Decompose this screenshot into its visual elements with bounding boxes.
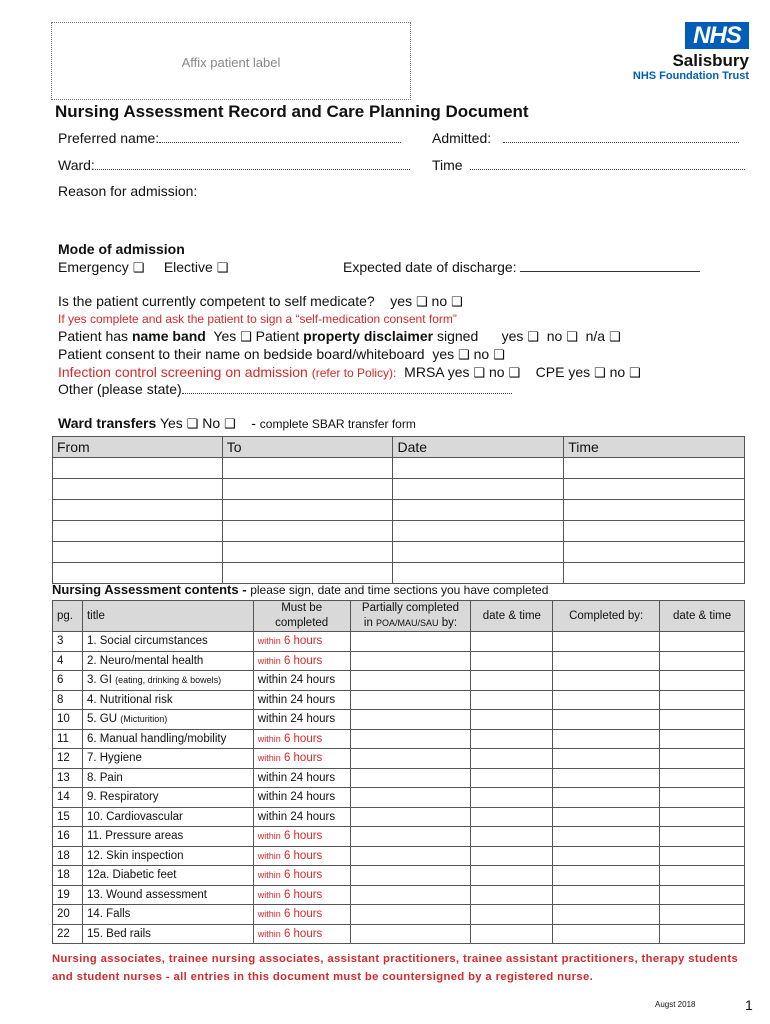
row-deadline: within 24 hours bbox=[253, 807, 350, 827]
emergency-checkbox[interactable]: ❑ bbox=[132, 260, 145, 275]
page-number: 1 bbox=[745, 997, 753, 1013]
table-row[interactable] bbox=[53, 651, 745, 671]
table-row[interactable] bbox=[53, 866, 745, 886]
row-deadline: within 6 hours bbox=[253, 651, 350, 671]
partial-cell[interactable] bbox=[350, 827, 471, 847]
table-row[interactable] bbox=[53, 690, 745, 710]
row-page: 6 bbox=[53, 671, 83, 691]
admitted-line[interactable] bbox=[503, 130, 739, 143]
row-page: 10 bbox=[53, 710, 83, 730]
table-row[interactable] bbox=[53, 885, 745, 905]
row-page: 11 bbox=[53, 729, 83, 749]
date-time-cell[interactable] bbox=[471, 788, 553, 808]
table-row[interactable] bbox=[53, 458, 745, 479]
table-row[interactable] bbox=[53, 905, 745, 925]
table-row[interactable] bbox=[53, 846, 745, 866]
table-row[interactable] bbox=[53, 671, 745, 691]
row-page: 18 bbox=[53, 866, 83, 886]
discharge-line[interactable] bbox=[520, 259, 700, 272]
completed-by-cell[interactable] bbox=[553, 749, 660, 769]
ward-line[interactable] bbox=[95, 157, 410, 170]
transfer-yes-checkbox[interactable]: ❑ bbox=[186, 416, 199, 431]
row-page: 20 bbox=[53, 905, 83, 925]
date-time-cell[interactable] bbox=[660, 690, 745, 710]
row-page: 22 bbox=[53, 924, 83, 944]
ward-field[interactable]: Ward: bbox=[58, 157, 410, 173]
date-time-cell[interactable] bbox=[471, 846, 553, 866]
completed-by-cell[interactable] bbox=[553, 671, 660, 691]
col-date-time-1: date & time bbox=[471, 601, 553, 632]
ward-transfers-table bbox=[52, 436, 745, 584]
table-row[interactable] bbox=[53, 749, 745, 769]
completed-by-cell[interactable] bbox=[553, 905, 660, 925]
date-time-cell[interactable] bbox=[660, 885, 745, 905]
partial-cell[interactable] bbox=[350, 768, 471, 788]
completed-by-cell[interactable] bbox=[553, 768, 660, 788]
patient-label-box bbox=[51, 22, 411, 100]
date-time-cell[interactable] bbox=[471, 768, 553, 788]
completed-by-cell[interactable] bbox=[553, 866, 660, 886]
completed-by-cell[interactable] bbox=[553, 924, 660, 944]
self-medicate-row: Is the patient currently competent to self medicate? yes ❑ no ❑ bbox=[58, 293, 463, 309]
consent-row: Patient consent to their name on bedside board/whiteboard yes ❑ no ❑ bbox=[58, 346, 505, 362]
col-from: From bbox=[53, 437, 223, 458]
date-time-cell[interactable] bbox=[660, 905, 745, 925]
table-row[interactable] bbox=[53, 827, 745, 847]
date-time-cell[interactable] bbox=[471, 729, 553, 749]
row-title: 12a. Diabetic feet bbox=[82, 866, 253, 886]
col-partial: Partially completed in POA/MAU/SAU by: bbox=[350, 601, 471, 632]
date-time-cell[interactable] bbox=[660, 632, 745, 652]
date-time-cell[interactable] bbox=[471, 671, 553, 691]
completed-by-cell[interactable] bbox=[553, 885, 660, 905]
admitted-field[interactable]: Admitted: bbox=[432, 130, 739, 146]
date-time-cell[interactable] bbox=[471, 807, 553, 827]
elective-checkbox[interactable]: ❑ bbox=[216, 260, 229, 275]
other-field[interactable]: Other (please state) bbox=[58, 381, 512, 397]
row-page: 8 bbox=[53, 690, 83, 710]
self-med-no-checkbox[interactable]: ❑ bbox=[451, 294, 463, 309]
row-title: 14. Falls bbox=[82, 905, 253, 925]
table-row[interactable] bbox=[53, 500, 745, 521]
row-deadline: within 6 hours bbox=[253, 632, 350, 652]
date-time-cell[interactable] bbox=[660, 807, 745, 827]
row-title: 8. Pain bbox=[82, 768, 253, 788]
row-deadline: within 24 hours bbox=[253, 671, 350, 691]
self-med-yes-checkbox[interactable]: ❑ bbox=[415, 294, 428, 309]
col-to: To bbox=[222, 437, 393, 458]
row-deadline: within 6 hours bbox=[253, 729, 350, 749]
row-deadline: within 6 hours bbox=[253, 827, 350, 847]
date-time-cell[interactable] bbox=[660, 651, 745, 671]
row-title: 11. Pressure areas bbox=[82, 827, 253, 847]
row-title: 1. Social circumstances bbox=[82, 632, 253, 652]
page-title: Nursing Assessment Record and Care Planning Document bbox=[55, 102, 529, 121]
row-title: 15. Bed rails bbox=[82, 924, 253, 944]
date-time-cell[interactable] bbox=[471, 749, 553, 769]
date-time-cell[interactable] bbox=[660, 768, 745, 788]
completed-by-cell[interactable] bbox=[553, 651, 660, 671]
col-completed-by: Completed by: bbox=[553, 601, 660, 632]
mrsa-yes-checkbox[interactable]: ❑ bbox=[473, 365, 486, 380]
table-row[interactable] bbox=[53, 542, 745, 563]
row-title: 2. Neuro/mental health bbox=[82, 651, 253, 671]
date-time-cell[interactable] bbox=[660, 924, 745, 944]
date-time-cell[interactable] bbox=[660, 846, 745, 866]
date-time-cell[interactable] bbox=[471, 885, 553, 905]
date-time-cell[interactable] bbox=[471, 827, 553, 847]
row-title: 13. Wound assessment bbox=[82, 885, 253, 905]
cpe-yes-checkbox[interactable]: ❑ bbox=[594, 365, 606, 380]
row-page: 18 bbox=[53, 846, 83, 866]
ward-transfers-row: Ward transfers Yes ❑ No ❑ - complete SBAR transfer form bbox=[58, 415, 416, 431]
date-time-cell[interactable] bbox=[660, 788, 745, 808]
preferred-name-field[interactable]: Preferred name: bbox=[58, 130, 401, 146]
completed-by-cell[interactable] bbox=[553, 632, 660, 652]
cpe-no-checkbox[interactable]: ❑ bbox=[629, 365, 641, 380]
mode-heading: Mode of admission bbox=[58, 241, 185, 257]
partial-cell[interactable] bbox=[350, 632, 471, 652]
table-row[interactable] bbox=[53, 521, 745, 542]
row-title: 3. GI (eating, drinking & bowels) bbox=[82, 671, 253, 691]
row-title: 10. Cardiovascular bbox=[82, 807, 253, 827]
partial-cell[interactable] bbox=[350, 846, 471, 866]
completed-by-cell[interactable] bbox=[553, 729, 660, 749]
partial-cell[interactable] bbox=[350, 866, 471, 886]
completed-by-cell[interactable] bbox=[553, 846, 660, 866]
reason-label: Reason for admission: bbox=[58, 183, 198, 199]
row-deadline: within 6 hours bbox=[253, 905, 350, 925]
table-row[interactable] bbox=[53, 807, 745, 827]
row-deadline: within 6 hours bbox=[253, 749, 350, 769]
name-band-yes-checkbox[interactable]: ❑ bbox=[240, 329, 252, 344]
partial-cell[interactable] bbox=[350, 924, 471, 944]
preferred-name-line[interactable] bbox=[159, 130, 401, 143]
table-row[interactable] bbox=[53, 632, 745, 652]
row-title: 6. Manual handling/mobility bbox=[82, 729, 253, 749]
row-page: 15 bbox=[53, 807, 83, 827]
row-deadline: within 6 hours bbox=[253, 846, 350, 866]
assessment-table bbox=[52, 600, 745, 944]
row-deadline: within 24 hours bbox=[253, 710, 350, 730]
mrsa-no-checkbox[interactable]: ❑ bbox=[508, 365, 521, 380]
row-deadline: within 6 hours bbox=[253, 866, 350, 886]
partial-cell[interactable] bbox=[350, 807, 471, 827]
row-page: 12 bbox=[53, 749, 83, 769]
completed-by-cell[interactable] bbox=[553, 827, 660, 847]
partial-cell[interactable] bbox=[350, 651, 471, 671]
row-deadline: within 24 hours bbox=[253, 690, 350, 710]
date-time-cell[interactable] bbox=[660, 866, 745, 886]
property-no-checkbox[interactable]: ❑ bbox=[566, 329, 578, 344]
footer-date: Augst 2018 bbox=[655, 1000, 696, 1009]
table-row[interactable] bbox=[53, 710, 745, 730]
date-time-cell[interactable] bbox=[660, 671, 745, 691]
row-title: 5. GU (Micturition) bbox=[82, 710, 253, 730]
table-row[interactable] bbox=[53, 479, 745, 500]
discharge-field[interactable]: Expected date of discharge: bbox=[343, 259, 700, 275]
date-time-cell[interactable] bbox=[471, 924, 553, 944]
date-time-cell[interactable] bbox=[660, 710, 745, 730]
partial-cell[interactable] bbox=[350, 885, 471, 905]
row-title: 7. Hygiene bbox=[82, 749, 253, 769]
property-yes-checkbox[interactable]: ❑ bbox=[527, 329, 539, 344]
row-deadline: within 24 hours bbox=[253, 788, 350, 808]
nhs-logo: NHS bbox=[685, 22, 749, 49]
date-time-cell[interactable] bbox=[471, 690, 553, 710]
trust-subtitle: NHS Foundation Trust bbox=[632, 70, 749, 82]
date-time-cell[interactable] bbox=[471, 905, 553, 925]
row-title: 12. Skin inspection bbox=[82, 846, 253, 866]
completed-by-cell[interactable] bbox=[553, 710, 660, 730]
partial-cell[interactable] bbox=[350, 788, 471, 808]
time-field[interactable]: Time bbox=[432, 157, 745, 173]
row-page: 14 bbox=[53, 788, 83, 808]
row-page: 3 bbox=[53, 632, 83, 652]
partial-cell[interactable] bbox=[350, 690, 471, 710]
name-band-row: Patient has name band Yes ❑ Patient property disclaimer signed yes ❑ no ❑ n/a ❑ bbox=[58, 328, 621, 344]
transfer-no-checkbox[interactable]: ❑ bbox=[224, 416, 236, 431]
col-must: Must be completed bbox=[253, 601, 350, 632]
row-deadline: within 6 hours bbox=[253, 885, 350, 905]
consent-no-checkbox[interactable]: ❑ bbox=[493, 347, 505, 362]
date-time-cell[interactable] bbox=[471, 651, 553, 671]
partial-cell[interactable] bbox=[350, 905, 471, 925]
row-page: 16 bbox=[53, 827, 83, 847]
completed-by-cell[interactable] bbox=[553, 788, 660, 808]
col-time: Time bbox=[564, 437, 745, 458]
patient-label-text: Affix patient label bbox=[181, 55, 281, 70]
row-page: 4 bbox=[53, 651, 83, 671]
date-time-cell[interactable] bbox=[660, 827, 745, 847]
time-line[interactable] bbox=[470, 157, 745, 170]
infection-row: Infection control screening on admission (refer to Policy): MRSA yes ❑ no ❑ CPE yes ❑ no ❑ bbox=[58, 364, 641, 380]
col-title: title bbox=[82, 601, 253, 632]
trust-name: Salisbury bbox=[672, 51, 749, 70]
other-line[interactable] bbox=[182, 381, 512, 394]
assessment-heading: Nursing Assessment contents - please sign, date and time sections you have completed bbox=[52, 582, 549, 597]
row-title: 9. Respiratory bbox=[82, 788, 253, 808]
row-page: 13 bbox=[53, 768, 83, 788]
date-time-cell[interactable] bbox=[660, 729, 745, 749]
col-date-time-2: date & time bbox=[660, 601, 745, 632]
completed-by-cell[interactable] bbox=[553, 807, 660, 827]
property-na-checkbox[interactable]: ❑ bbox=[608, 329, 621, 344]
table-row[interactable] bbox=[53, 788, 745, 808]
self-med-note: If yes complete and ask the patient to sign a “self-medication consent form” bbox=[58, 312, 457, 326]
row-page: 19 bbox=[53, 885, 83, 905]
col-pg: pg. bbox=[53, 601, 83, 632]
date-time-cell[interactable] bbox=[471, 632, 553, 652]
consent-yes-checkbox[interactable]: ❑ bbox=[458, 347, 470, 362]
row-title: 4. Nutritional risk bbox=[82, 690, 253, 710]
table-row[interactable] bbox=[53, 729, 745, 749]
row-deadline: within 24 hours bbox=[253, 768, 350, 788]
partial-cell[interactable] bbox=[350, 749, 471, 769]
countersign-note: Nursing associates, trainee nursing associates, assistant practitioners, trainee assistant practitioners, therapy students and student nurses - all entries in this document must be countersigned by a registered nurse. bbox=[52, 953, 739, 983]
table-row[interactable] bbox=[53, 768, 745, 788]
completed-by-cell[interactable] bbox=[553, 690, 660, 710]
col-date: Date bbox=[393, 437, 564, 458]
table-row[interactable] bbox=[53, 563, 745, 584]
date-time-cell[interactable] bbox=[660, 749, 745, 769]
partial-cell[interactable] bbox=[350, 671, 471, 691]
date-time-cell[interactable] bbox=[471, 866, 553, 886]
date-time-cell[interactable] bbox=[471, 710, 553, 730]
row-deadline: within 6 hours bbox=[253, 924, 350, 944]
table-row[interactable] bbox=[53, 924, 745, 944]
mode-options: Emergency ❑ Elective ❑ bbox=[58, 259, 229, 275]
partial-cell[interactable] bbox=[350, 729, 471, 749]
partial-cell[interactable] bbox=[350, 710, 471, 730]
